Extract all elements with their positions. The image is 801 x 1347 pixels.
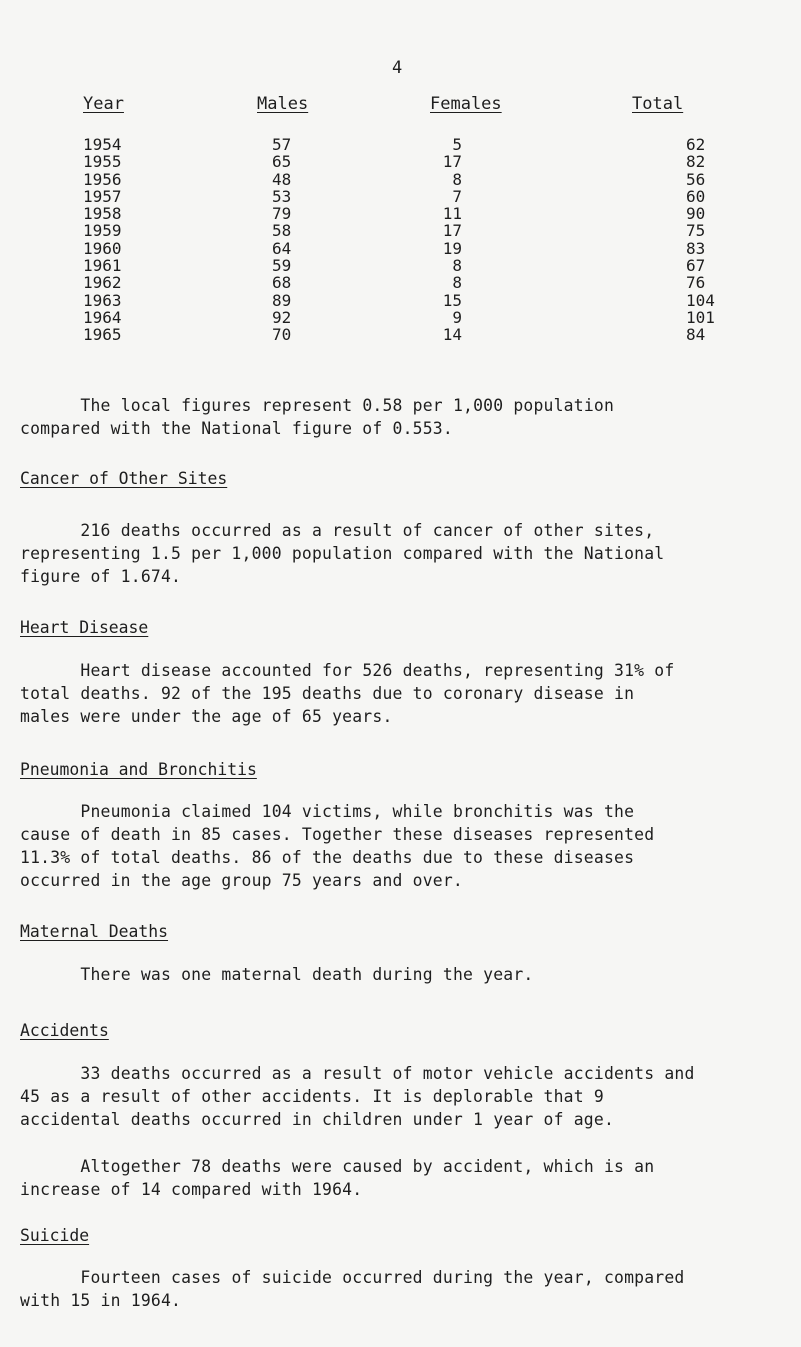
cell-males: 68 — [272, 273, 292, 293]
cell-males: 89 — [272, 290, 292, 310]
table-row — [0, 240, 801, 257]
table-row — [0, 136, 801, 153]
cell-total: 84 — [686, 325, 706, 345]
table-row — [0, 326, 801, 343]
cell-year: 1960 — [83, 238, 122, 258]
cell-females: 9 — [452, 307, 462, 327]
local-figures-paragraph: The local figures represent 0.58 per 1,000 population compared with the National figure of 0.553. — [20, 396, 615, 438]
cell-females: 8 — [452, 169, 462, 189]
cell-total: 62 — [686, 135, 706, 154]
cell-females: 17 — [442, 221, 462, 241]
header-females: Females — [430, 94, 502, 114]
suicide-paragraph: Fourteen cases of suicide occurred during the year, compared with 15 in 1964. — [20, 1268, 685, 1310]
cell-females: 15 — [442, 290, 462, 310]
cell-total: 67 — [686, 256, 706, 276]
table-row — [0, 205, 801, 222]
cell-males: 65 — [272, 152, 292, 172]
cell-total: 83 — [686, 238, 706, 258]
cell-year: 1964 — [83, 307, 122, 327]
cell-females: 7 — [452, 186, 462, 206]
cell-year: 1961 — [83, 256, 122, 276]
cell-females: 11 — [442, 204, 462, 224]
accidents-paragraph-2: Altogether 78 deaths were caused by accident, which is an increase of 14 compared with 1964. — [20, 1157, 655, 1199]
cell-year: 1963 — [83, 290, 122, 310]
table-row — [0, 292, 801, 309]
cell-year: 1957 — [83, 186, 122, 206]
cell-total: 82 — [686, 152, 706, 172]
cell-males: 59 — [272, 256, 292, 276]
cell-year: 1962 — [83, 273, 122, 293]
cell-total: 101 — [686, 307, 715, 327]
table-row — [0, 274, 801, 291]
cell-males: 48 — [272, 169, 292, 189]
cell-males: 92 — [272, 307, 292, 327]
cell-total: 90 — [686, 204, 706, 224]
cell-year: 1955 — [83, 152, 122, 172]
accidents-paragraph-1: 33 deaths occurred as a result of motor vehicle accidents and 45 as a result of other accidents. It is deplorable that 9 accidental deaths occurred in children under 1 year of age. — [20, 1064, 695, 1129]
pneumonia-paragraph: Pneumonia claimed 104 victims, while bronchitis was the cause of death in 85 cases. Together these diseases represented 11.3% of total deaths. 86 of the deaths due to these diseases occurred in the age group 75 years and over. — [20, 802, 655, 890]
heading-pneumonia-bronchitis: Pneumonia and Bronchitis — [20, 760, 257, 779]
maternal-paragraph: There was one maternal death during the year. — [20, 965, 534, 984]
cell-total: 60 — [686, 186, 706, 206]
table-body — [0, 136, 801, 344]
header-year: Year — [83, 94, 124, 114]
cell-total: 76 — [686, 273, 706, 293]
cell-total: 56 — [686, 169, 706, 189]
header-males: Males — [257, 94, 309, 114]
cell-year: 1954 — [83, 135, 122, 154]
table-row — [0, 153, 801, 170]
cell-males: 58 — [272, 221, 292, 241]
cell-females: 8 — [452, 273, 462, 293]
cell-males: 57 — [272, 135, 292, 154]
deaths-table — [0, 92, 801, 345]
cell-year: 1959 — [83, 221, 122, 241]
cell-males: 64 — [272, 238, 292, 258]
heart-disease-paragraph: Heart disease accounted for 526 deaths, representing 31% of total deaths. 92 of the 195 deaths due to coronary disease in males were under the age of 65 years. — [20, 661, 675, 726]
heading-cancer-other-sites: Cancer of Other Sites — [20, 469, 228, 488]
cell-males: 53 — [272, 186, 292, 206]
cell-year: 1965 — [83, 325, 122, 345]
cell-females: 5 — [452, 135, 462, 154]
table-row — [0, 171, 801, 188]
cell-females: 17 — [442, 152, 462, 172]
cancer-other-paragraph: 216 deaths occurred as a result of cancer of other sites, representing 1.5 per 1,000 population compared with the National figure of 1.674. — [20, 521, 665, 586]
cell-total: 75 — [686, 221, 706, 241]
table-row — [0, 309, 801, 326]
table-header — [0, 92, 801, 122]
heading-maternal-deaths: Maternal Deaths — [20, 922, 169, 941]
cell-females: 14 — [442, 325, 462, 345]
heading-heart-disease: Heart Disease — [20, 618, 149, 637]
table-row — [0, 188, 801, 205]
page-number: 4 — [392, 58, 403, 78]
cell-year: 1956 — [83, 169, 122, 189]
heading-accidents: Accidents — [20, 1021, 109, 1040]
table-row — [0, 222, 801, 239]
heading-suicide: Suicide — [20, 1226, 90, 1245]
cell-year: 1958 — [83, 204, 122, 224]
cell-males: 70 — [272, 325, 292, 345]
cell-females: 8 — [452, 256, 462, 276]
cell-males: 79 — [272, 204, 292, 224]
cell-females: 19 — [442, 238, 462, 258]
table-row — [0, 257, 801, 274]
header-total: Total — [632, 94, 684, 114]
cell-total: 104 — [686, 290, 715, 310]
